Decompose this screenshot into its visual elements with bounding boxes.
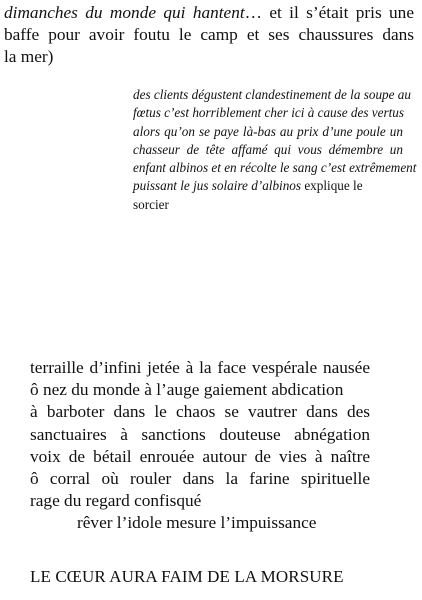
poem-line-5: voix de bétail enrouée autour de vies à naître <box>30 446 370 466</box>
quote-line-6-roman: explique le <box>301 178 363 194</box>
quote-line-6-italic: puissant le jus solaire d’albinos <box>133 178 302 194</box>
quote-line-4: chasseur de tête affamé qui vous démembre un <box>133 141 403 157</box>
quote-line-2: fœtus c’est horriblement cher ici à cause des vertus <box>133 105 405 121</box>
section-title: LE CŒUR AURA FAIM DE LA MORSURE <box>30 567 344 586</box>
top-paragraph-line-1 <box>4 2 414 24</box>
quote-line-5: enfant albinos et en récolte le sang c’est extrêmement <box>133 160 417 176</box>
top-paragraph <box>4 2 414 68</box>
top-paragraph-line-2: baffe pour avoir foutu le camp et ses chaussures dans <box>4 25 414 44</box>
poem-block <box>30 357 370 535</box>
quote-line-3: alors qu’on se paye là-bas au prix d’une poule un <box>133 123 403 139</box>
poem-line-2: ô nez du monde à l’auge gaiement abdication <box>30 380 344 400</box>
top-paragraph-italic-fragment: dimanches du monde qui hantent <box>4 3 245 22</box>
top-paragraph-line-3: la mer) <box>4 47 54 66</box>
quote-line-7: sorcier <box>133 196 169 212</box>
top-paragraph-line-1-rest: … et il s’était pris une <box>244 3 414 22</box>
poem-line-1: terraille d’infini jetée à la face vespérale nausée <box>30 358 370 377</box>
poem-line-7: rage du regard confisqué <box>30 491 202 511</box>
poem-line-6: ô corral où rouler dans la farine spirituelle <box>30 468 370 488</box>
poem-line-3: à barboter dans le chaos se vautrer dans des <box>30 402 370 422</box>
italic-quote <box>133 86 417 214</box>
poem-line-4: sanctuaires à sanctions douteuse abnégation <box>30 424 370 444</box>
quote-line-1: des clients dégustent clandestinement de la soupe au <box>133 87 411 102</box>
poem-line-8: rêver l’idole mesure l’impuissance <box>77 513 317 533</box>
quote-line-6 <box>133 177 403 195</box>
